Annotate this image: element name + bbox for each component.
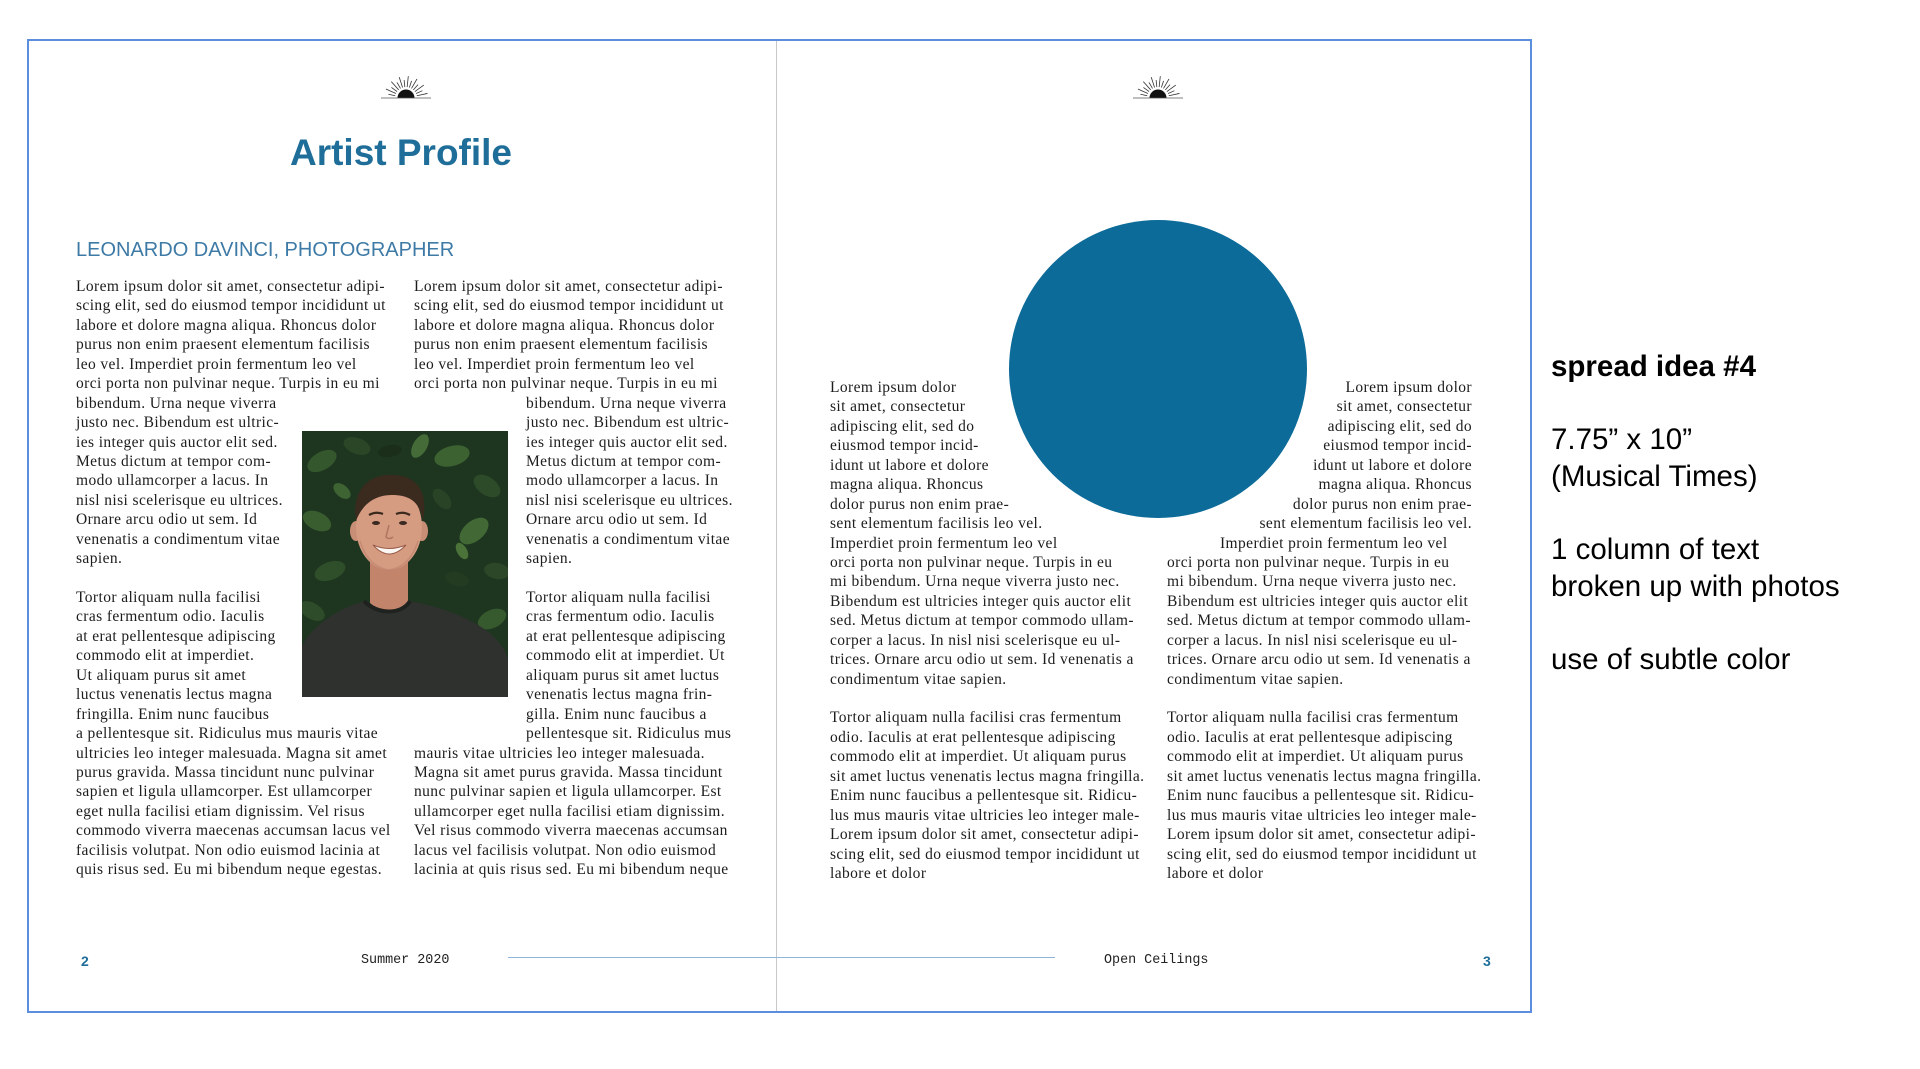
text-line: Tortor aliquam nulla facilisi cras fermentum: [830, 709, 1122, 727]
text-line: leo vel. Imperdiet proin fermentum leo vel: [414, 355, 695, 373]
sun-ray: [1168, 91, 1174, 94]
sun-ray: [407, 76, 408, 87]
text-line: commodo viverra maecenas accumsan lacus vel: [76, 822, 391, 840]
text-line: idunt ut labore et dolore: [1313, 456, 1472, 474]
text-line: orci porta non pulvinar neque. Turpis in eu mi: [414, 375, 718, 393]
notes-body: [1551, 422, 1891, 678]
text-line: sapien.: [526, 550, 573, 568]
text-line: labore et dolore magna aliqua. Rhoncus dolor: [414, 316, 715, 334]
text-line: sed. Metus dictum at tempor commodo ullam-: [830, 612, 1134, 630]
text-line: commodo elit at imperdiet.: [76, 647, 255, 665]
text-line: odio. Iaculis at erat pellentesque adipiscing: [830, 728, 1116, 746]
running-footer-issue: Summer 2020: [361, 953, 450, 968]
text-line: Lorem ipsum dolor sit amet, consectetur adipi-: [1167, 826, 1476, 844]
sun-ray: [1156, 80, 1157, 87]
text-line: modo ullamcorper a lacus. In: [76, 472, 269, 490]
text-line: Vel risus commodo viverra maecenas accumsan: [414, 822, 728, 840]
text-line: venenatis a condimentum vitae: [526, 530, 730, 548]
text-line: ies integer quis auctor elit sed.: [526, 433, 728, 451]
text-line: trices. Ornare arcu odio ut sem. Id venenatis a: [830, 651, 1134, 669]
text-line: fringilla. Enim nunc faucibus: [76, 705, 270, 723]
sunrise-icon: [376, 73, 436, 101]
text-line: corper a lacus. In nisl nisi scelerisque eu ul-: [1167, 631, 1458, 649]
sun-ray: [417, 93, 428, 95]
text-line: Ut aliquam purus sit amet: [76, 666, 247, 684]
text-line: labore et dolor: [1167, 864, 1264, 882]
text-line: sed. Metus dictum at tempor commodo ullam-: [1167, 612, 1471, 630]
text-line: eget nulla facilisi etiam dignissim. Vel risus: [76, 802, 365, 820]
text-line: Lorem ipsum dolor: [830, 379, 957, 396]
sun-ray: [1159, 76, 1160, 87]
text-line: dolor purus non enim prae-: [830, 495, 1010, 513]
text-line: commodo elit at imperdiet. Ut aliquam purus: [1167, 748, 1464, 766]
text-line: dolor purus non enim prae-: [1292, 495, 1472, 513]
text-line: Lorem ipsum dolor sit amet, consectetur adipi-: [830, 826, 1139, 844]
text-line: quis risus sed. Eu mi bibendum neque egestas.: [76, 861, 382, 879]
text-line: lus mus mauris vitae ultricies leo integer male-: [1167, 806, 1477, 824]
sun-ray: [1161, 81, 1163, 88]
text-line: ullamcorper eget nulla facilisi etiam dignissim.: [414, 802, 726, 820]
text-line: Bibendum est ultricies integer quis auctor elit: [830, 592, 1132, 610]
paragraph: [1551, 532, 1891, 605]
running-footer-magazine: Open Ceilings: [1104, 953, 1209, 968]
text-line: trices. Ornare arcu odio ut sem. Id venenatis a: [1167, 651, 1471, 669]
text-line: justo nec. Bibendum est ultric-: [526, 414, 730, 432]
text-line: condimentum vitae sapien.: [830, 670, 1007, 688]
text-line: bibendum. Urna neque viverra: [76, 394, 277, 412]
text-line: scing elit, sed do eiusmod tempor incididunt ut: [830, 845, 1140, 863]
sun-ray: [1151, 77, 1154, 87]
text-line: Bibendum est ultricies integer quis auctor elit: [1167, 592, 1469, 610]
text-line: labore et dolor: [830, 864, 927, 882]
text-line: orci porta non pulvinar neque. Turpis in eu: [1167, 553, 1450, 571]
sun-ray: [416, 91, 422, 94]
text-line: justo nec. Bibendum est ultric-: [76, 414, 280, 432]
text-line: Ornare arcu odio ut sem. Id: [76, 511, 258, 529]
text-line: Ornare arcu odio ut sem. Id: [526, 511, 708, 529]
text-line: Tortor aliquam nulla facilisi cras fermentum: [1167, 709, 1459, 727]
text-line: bibendum. Urna neque viverra: [526, 394, 727, 412]
text-line: modo ullamcorper a lacus. In: [526, 472, 719, 490]
notes-heading: spread idea #4: [1551, 350, 1756, 383]
text-line: lacus vel facilisis volutpat. Non odio euismod: [414, 841, 717, 859]
text-line: condimentum vitae sapien.: [1167, 670, 1344, 688]
text-line: Enim nunc faucibus a pellentesque sit. Ridicu-: [830, 787, 1138, 805]
text-line: adipiscing elit, sed do: [830, 417, 975, 435]
text-line: broken up with photos: [1551, 569, 1840, 603]
sun-ray: [1140, 94, 1147, 95]
text-line: mi bibendum. Urna neque viverra justo nec.: [830, 573, 1120, 591]
footer-rule: [508, 957, 1055, 958]
paragraph: [830, 378, 1148, 689]
sun-ray: [1169, 93, 1180, 95]
text-line: orci porta non pulvinar neque. Turpis in eu mi: [76, 375, 380, 393]
text-line: facilisis volutpat. Non odio euismod lacinia at: [76, 841, 381, 859]
text-line: Metus dictum at tempor com-: [526, 452, 722, 470]
text-line: cras fermentum odio. Iaculis: [526, 608, 715, 626]
text-line: Lorem ipsum dolor: [1345, 379, 1472, 396]
text-line: purus non enim praesent elementum facilisis: [76, 336, 370, 354]
text-line: scing elit, sed do eiusmod tempor incididunt ut: [414, 297, 724, 315]
text-line: cras fermentum odio. Iaculis: [76, 608, 265, 626]
text-line: leo vel. Imperdiet proin fermentum leo vel: [76, 355, 357, 373]
text-line: nunc pulvinar sapien et ligula ullamcorper. Est: [414, 783, 722, 801]
text-line: aliquam purus sit amet luctus: [526, 666, 720, 684]
text-line: Tortor aliquam nulla facilisi: [76, 589, 261, 606]
paragraph: [830, 708, 1148, 883]
text-line: magna aliqua. Rhoncus: [1318, 476, 1472, 494]
text-line: Metus dictum at tempor com-: [76, 452, 272, 470]
text-line: sapien et ligula ullamcorper. Est ullamcorper: [76, 783, 373, 801]
sun-ray: [1165, 85, 1170, 90]
text-line: venenatis a condimentum vitae: [76, 530, 280, 548]
text-line: sit amet luctus venenatis lectus magna fringilla.: [1167, 767, 1482, 785]
text-line: mauris vitae ultricies leo integer malesuada.: [414, 744, 705, 762]
sun-ray: [409, 81, 411, 88]
text-line: nisl nisi scelerisque eu ultrices.: [526, 491, 733, 509]
text-line: nisl nisi scelerisque eu ultrices.: [76, 491, 283, 509]
text-line: sapien.: [76, 550, 123, 568]
text-line: eiusmod tempor incid-: [830, 437, 979, 455]
text-line: Imperdiet proin fermentum leo vel: [1220, 534, 1448, 552]
text-line: 7.75” x 10”: [1551, 423, 1693, 457]
text-line: ultricies leo integer malesuada. Magna sit amet: [76, 744, 388, 762]
text-line: Tortor aliquam nulla facilisi: [526, 589, 711, 606]
paragraph: [1167, 708, 1483, 883]
sun-ray: [413, 85, 418, 90]
text-line: 1 column of text: [1551, 532, 1760, 566]
text-line: magna aliqua. Rhoncus: [830, 476, 984, 494]
text-line: use of subtle color: [1551, 642, 1791, 676]
text-line: ies integer quis auctor elit sed.: [76, 433, 278, 451]
text-line: sit amet luctus venenatis lectus magna fringilla.: [830, 767, 1145, 785]
design-notes: [1551, 349, 1891, 678]
paragraph: [1167, 378, 1483, 689]
artist-byline: LEONARDO DAVINCI, PHOTOGRAPHER: [76, 239, 455, 261]
sun-ray: [404, 80, 405, 87]
text-line: eiusmod tempor incid-: [1323, 437, 1472, 455]
sun-ray: [1149, 82, 1153, 88]
text-line: sit amet, consectetur: [830, 398, 966, 416]
text-line: sit amet, consectetur: [1336, 398, 1472, 416]
page-number-right: 3: [1483, 953, 1491, 969]
text-line: a pellentesque sit. Ridiculus mus mauris vitae: [76, 725, 379, 743]
text-line: Magna sit amet purus gravida. Massa tincidunt: [414, 763, 723, 781]
text-line: gilla. Enim nunc faucibus a: [526, 705, 707, 723]
center-fold-line: [776, 41, 777, 1011]
text-line: corper a lacus. In nisl nisi scelerisque eu ul-: [830, 631, 1121, 649]
text-line: Enim nunc faucibus a pellentesque sit. Ridicu-: [1167, 787, 1475, 805]
right-page-text-column-2: [1167, 378, 1483, 883]
right-page-text-column-1: [830, 378, 1148, 883]
text-line: idunt ut labore et dolore: [830, 456, 989, 474]
text-line: scing elit, sed do eiusmod tempor incididunt ut: [1167, 845, 1477, 863]
text-line: purus non enim praesent elementum facilisis: [414, 336, 708, 354]
sunrise-icon: [1128, 73, 1188, 101]
sun-ray: [399, 77, 402, 87]
text-line: lus mus mauris vitae ultricies leo integer male-: [830, 806, 1140, 824]
text-line: mi bibendum. Urna neque viverra justo nec.: [1167, 573, 1457, 591]
text-line: Lorem ipsum dolor sit amet, consectetur adipi-: [76, 278, 385, 295]
text-line: scing elit, sed do eiusmod tempor incididunt ut: [76, 297, 386, 315]
sun-ray: [388, 94, 395, 95]
text-line: at erat pellentesque adipiscing: [526, 627, 726, 645]
paragraph: [1551, 642, 1891, 679]
text-line: pellentesque sit. Ridiculus mus: [526, 725, 732, 743]
text-line: sent elementum facilisis leo vel.: [1259, 515, 1472, 533]
text-line: odio. Iaculis at erat pellentesque adipiscing: [1167, 728, 1453, 746]
sun-ray: [1143, 87, 1149, 91]
text-line: purus gravida. Massa tincidunt nunc pulvinar: [76, 763, 375, 781]
sun-ray: [391, 87, 397, 91]
text-line: at erat pellentesque adipiscing: [76, 627, 276, 645]
text-line: sent elementum facilisis leo vel.: [830, 515, 1043, 533]
text-line: lacinia at quis risus sed. Eu mi bibendum neque: [414, 861, 729, 879]
text-line: commodo elit at imperdiet. Ut aliquam purus: [830, 748, 1127, 766]
text-line: Lorem ipsum dolor sit amet, consectetur adipi-: [414, 278, 723, 295]
text-line: (Musical Times): [1551, 459, 1758, 493]
text-line: Imperdiet proin fermentum leo vel: [830, 534, 1058, 552]
artist-photo: [302, 431, 508, 697]
paragraph: [1551, 422, 1891, 495]
page-title: Artist Profile: [289, 132, 513, 173]
text-line: venenatis lectus magna frin-: [526, 686, 713, 704]
text-line: adipiscing elit, sed do: [1327, 417, 1472, 435]
page-number-left: 2: [81, 953, 89, 969]
text-line: orci porta non pulvinar neque. Turpis in eu: [830, 553, 1113, 571]
text-line: labore et dolore magna aliqua. Rhoncus dolor: [76, 316, 377, 334]
sun-ray: [397, 82, 401, 88]
text-line: luctus venenatis lectus magna: [76, 686, 273, 704]
text-line: commodo elit at imperdiet. Ut: [526, 647, 725, 665]
